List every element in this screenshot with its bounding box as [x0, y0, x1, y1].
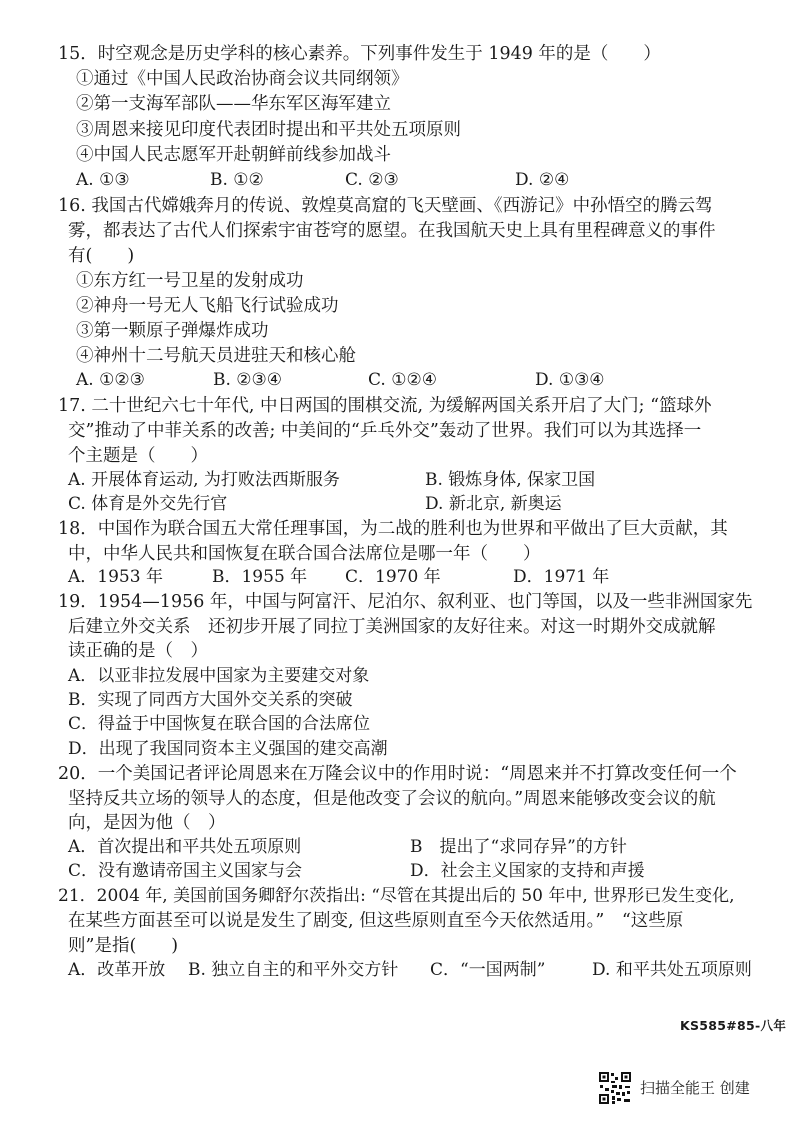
question-stem: 15．时空观念是历史学科的核心素养。下列事件发生于 1949 年的是（ ）: [58, 44, 661, 64]
statement-item: ④中国人民志愿军开赴朝鲜前线参加战斗: [76, 145, 391, 165]
option-a: A. ①②③: [76, 370, 145, 390]
statement-item: ②神舟一号无人飞船飞行试验成功: [76, 296, 339, 316]
question-stem: 18．中国作为联合国五大常任理事国，为二战的胜利也为世界和平做出了巨大贡献，其: [58, 519, 728, 539]
question-stem-cont: 则”是指( ): [68, 936, 179, 956]
option-d: D．社会主义国家的支持和声援: [410, 861, 645, 881]
option-a: A．首次提出和平共处五项原则: [68, 837, 302, 857]
question-stem-cont: 交”推动了中菲关系的改善; 中美间的“乒乓外交”轰动了世界。我们可以为其选择一: [68, 421, 702, 441]
question-stem: 20．一个美国记者评论周恩来在万隆会议中的作用时说：“周恩来并不打算改变任何一个: [58, 764, 737, 784]
option-a: A. ①③: [76, 170, 130, 190]
option-d: D. 新北京, 新奥运: [425, 494, 562, 514]
scanner-watermark: 扫描全能王 创建: [640, 1079, 750, 1097]
option-b: B. ①②: [210, 170, 264, 190]
option-a: A．以亚非拉发展中国家为主要建交对象: [68, 666, 370, 686]
option-c: C. 体育是外交先行官: [68, 494, 228, 514]
question-stem-cont: 雾，都表达了古代人们探索宇宙苍穹的愿望。在我国航天史上具有里程碑意义的事件: [68, 221, 716, 241]
option-d: D. 和平共处五项原则: [592, 960, 752, 980]
question-stem: 16. 我国古代嫦娥奔月的传说、敦煌莫高窟的飞天壁画、《西游记》中孙悟空的腾云驾: [58, 196, 713, 216]
option-a: A．1953 年: [68, 567, 163, 587]
question-stem: 19．1954—1956 年，中国与阿富汗、尼泊尔、叙利亚、也门等国，以及一些非洲国家先: [58, 592, 753, 612]
question-stem-cont: 中，中华人民共和国恢复在联合国合法席位是哪一年（ ）: [68, 544, 541, 564]
option-d: D．1971 年: [513, 567, 610, 587]
option-c: C．1970 年: [345, 567, 441, 587]
statement-item: ①东方红一号卫星的发射成功: [76, 271, 304, 291]
option-c: C．得益于中国恢复在联合国的合法席位: [68, 714, 371, 734]
question-stem-cont: 后建立外交关系 还初步开展了同拉丁美洲国家的友好往来。对这一时期外交成就解: [68, 617, 716, 637]
question-stem-cont: 有( ): [68, 246, 135, 266]
question-stem-cont: 读正确的是（ ）: [68, 641, 208, 661]
option-c: C. ②③: [345, 170, 399, 190]
question-stem-cont: 个主题是（ ）: [68, 446, 208, 466]
question-stem-cont: 向，是因为他（ ）: [68, 813, 226, 833]
option-d: D. ②④: [515, 170, 570, 190]
option-b: B 提出了“求同存异”的方针: [410, 837, 627, 857]
statement-item: ②第一支海军部队——华东军区海军建立: [76, 94, 391, 114]
option-a: A. 开展体育运动, 为打败法西斯服务: [68, 470, 340, 490]
question-stem-cont: 坚持反共立场的领导人的态度，但是他改变了会议的航向。”周恩来能够改变会议的航: [68, 789, 716, 809]
page-code: KS585#85-八年: [680, 1018, 787, 1033]
option-b: B．1955 年: [212, 567, 308, 587]
statement-item: ①通过《中国人民政治协商会议共同纲领》: [76, 69, 409, 89]
statement-item: ③周恩来接见印度代表团时提出和平共处五项原则: [76, 120, 461, 140]
question-stem-cont: 在某些方面甚至可以说是发生了剧变, 但这些原则直至今天依然适用。” “这些原: [68, 911, 684, 931]
option-a: A．改革开放: [68, 960, 166, 980]
option-b: B．实现了同西方大国外交关系的突破: [68, 690, 353, 710]
question-stem: 17. 二十世纪六七十年代, 中日两国的围棋交流, 为缓解两国关系开启了大门; “篮球外: [58, 396, 712, 416]
statement-item: ④神州十二号航天员进驻天和核心舱: [76, 346, 356, 366]
question-stem: 21．2004 年, 美国前国务卿舒尔茨指出: “尽管在其提出后的 50 年中, 世界形已发生变化,: [58, 886, 735, 906]
option-d: D. ①③④: [535, 370, 605, 390]
option-c: C．“一国两制”: [430, 960, 546, 980]
option-c: C．没有邀请帝国主义国家与会: [68, 861, 303, 881]
option-b: B. ②③④: [213, 370, 283, 390]
option-c: C. ①②④: [368, 370, 437, 390]
option-b: B. 独立自主的和平外交方针: [188, 960, 399, 980]
statement-item: ③第一颗原子弹爆炸成功: [76, 321, 269, 341]
option-d: D．出现了我国同资本主义强国的建交高潮: [68, 739, 388, 759]
qr-code-icon: [598, 1071, 632, 1105]
option-b: B. 锻炼身体, 保家卫国: [425, 470, 596, 490]
